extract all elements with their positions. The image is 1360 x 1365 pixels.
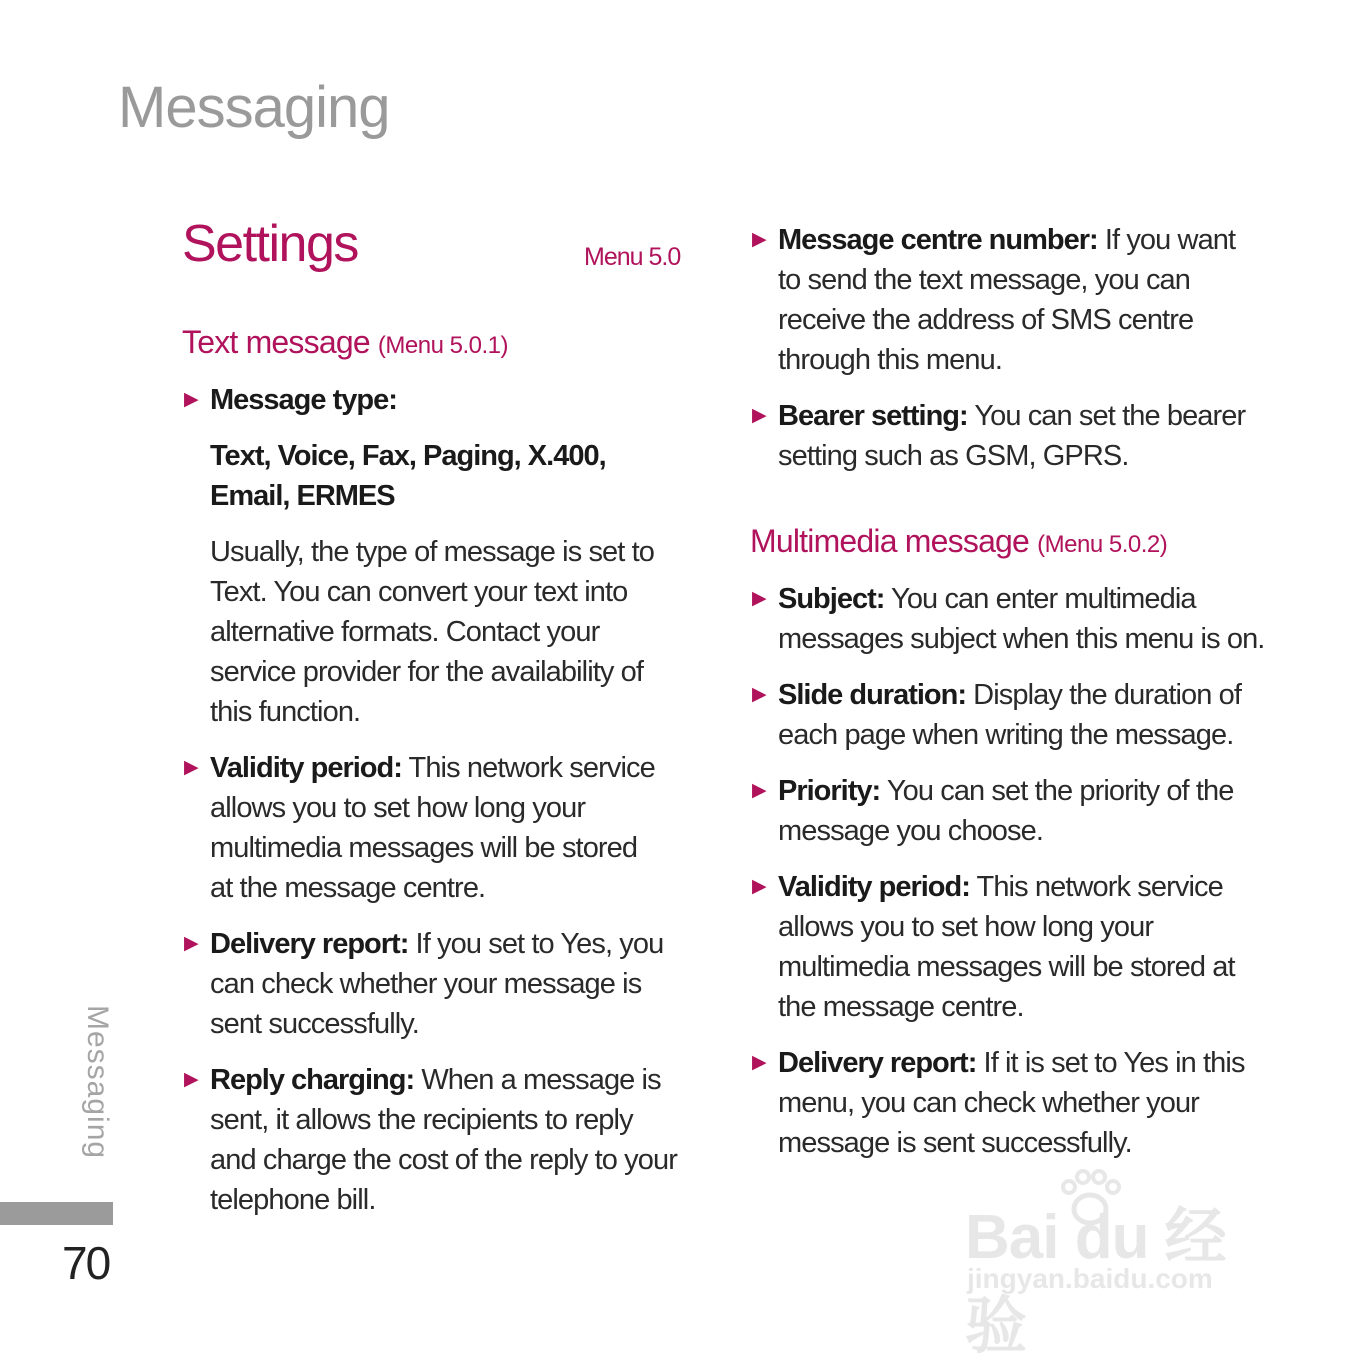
settings-menu-ref: Menu 5.0	[584, 243, 681, 271]
settings-title: Settings	[182, 215, 358, 273]
page-number-bar	[0, 1202, 113, 1225]
list-item-message-type	[182, 380, 690, 420]
item-text: Display the duration of each page when writing the message.	[778, 679, 1242, 751]
watermark-url: jingyan.baidu.com	[967, 1263, 1213, 1294]
list-item-validity-period	[182, 748, 665, 908]
baidu-watermark	[965, 1165, 1285, 1361]
item-text: If it is set to Yes in this menu, you can check whether your message is sent successfully.	[778, 1047, 1245, 1159]
message-type-options: Text, Voice, Fax, Paging, X.400, Email, ERMES	[210, 440, 606, 512]
item-term: Validity period:	[210, 752, 402, 784]
list-item-delivery-report-mms	[750, 1043, 1253, 1163]
list-item-bearer-setting	[750, 396, 1253, 476]
multimedia-message-heading	[750, 523, 1167, 560]
list-item-reply-charging	[182, 1060, 680, 1220]
side-tab-label: Messaging	[81, 1005, 114, 1160]
item-text: When a message is sent, it allows the recipients to reply and charge the cost of the reply to your telephone bill.	[210, 1064, 677, 1216]
bullet-arrow-icon: ▶	[752, 1052, 766, 1073]
list-item-validity-period-mms	[750, 867, 1253, 1027]
item-text: If you set to Yes, you can check whether your message is sent successfully.	[210, 928, 664, 1040]
text-message-menu-ref: (Menu 5.0.1)	[377, 332, 508, 359]
item-text: You can set the priority of the message you choose.	[778, 775, 1234, 847]
bullet-arrow-icon: ▶	[752, 229, 766, 250]
bullet-arrow-icon: ▶	[752, 876, 766, 897]
item-text: This network service allows you to set how long your multimedia messages will be stored at the message centre.	[778, 871, 1235, 1023]
item-term: Priority:	[778, 775, 881, 807]
item-term: Message centre number:	[778, 224, 1098, 256]
bullet-arrow-icon: ▶	[184, 757, 198, 778]
list-item-priority	[750, 771, 1258, 851]
watermark-brand: Bai du 经验	[965, 1203, 1226, 1361]
item-term: Delivery report:	[778, 1047, 977, 1079]
bullet-arrow-icon: ▶	[752, 405, 766, 426]
list-item-delivery-report	[182, 924, 690, 1044]
item-term: Message type:	[210, 384, 397, 416]
item-term: Delivery report:	[210, 928, 409, 960]
item-text: This network service allows you to set how long your multimedia messages will be stored at the message centre.	[210, 752, 655, 904]
item-term: Slide duration:	[778, 679, 966, 711]
bullet-arrow-icon: ▶	[752, 588, 766, 609]
bullet-arrow-icon: ▶	[184, 1069, 198, 1090]
text-message-heading-label: Text message	[182, 324, 370, 360]
list-item-subject	[750, 579, 1273, 659]
text-message-heading	[182, 324, 508, 361]
item-text: You can set the bearer setting such as GSM, GPRS.	[778, 400, 1246, 472]
item-text: You can enter multimedia messages subject when this menu is on.	[778, 583, 1265, 655]
bullet-arrow-icon: ▶	[752, 780, 766, 801]
list-item-message-centre-number	[750, 220, 1253, 380]
item-term: Validity period:	[778, 871, 970, 903]
bullet-arrow-icon: ▶	[752, 684, 766, 705]
item-term: Reply charging:	[210, 1064, 415, 1096]
message-type-description: Usually, the type of message is set to Text. You can convert your text into alternative formats. Contact your service provider for the availability of this function.	[210, 536, 654, 728]
page-number: 70	[62, 1237, 110, 1289]
item-term: Subject:	[778, 583, 885, 615]
chapter-title: Messaging	[118, 75, 390, 140]
list-item-slide-duration	[750, 675, 1268, 755]
item-text: If you want to send the text message, you can receive the address of SMS centre through this menu.	[778, 224, 1236, 376]
item-term: Bearer setting:	[778, 400, 968, 432]
multimedia-message-menu-ref: (Menu 5.0.2)	[1037, 531, 1168, 558]
bullet-arrow-icon: ▶	[184, 389, 198, 410]
bullet-arrow-icon: ▶	[184, 933, 198, 954]
multimedia-message-heading-label: Multimedia message	[750, 523, 1030, 559]
